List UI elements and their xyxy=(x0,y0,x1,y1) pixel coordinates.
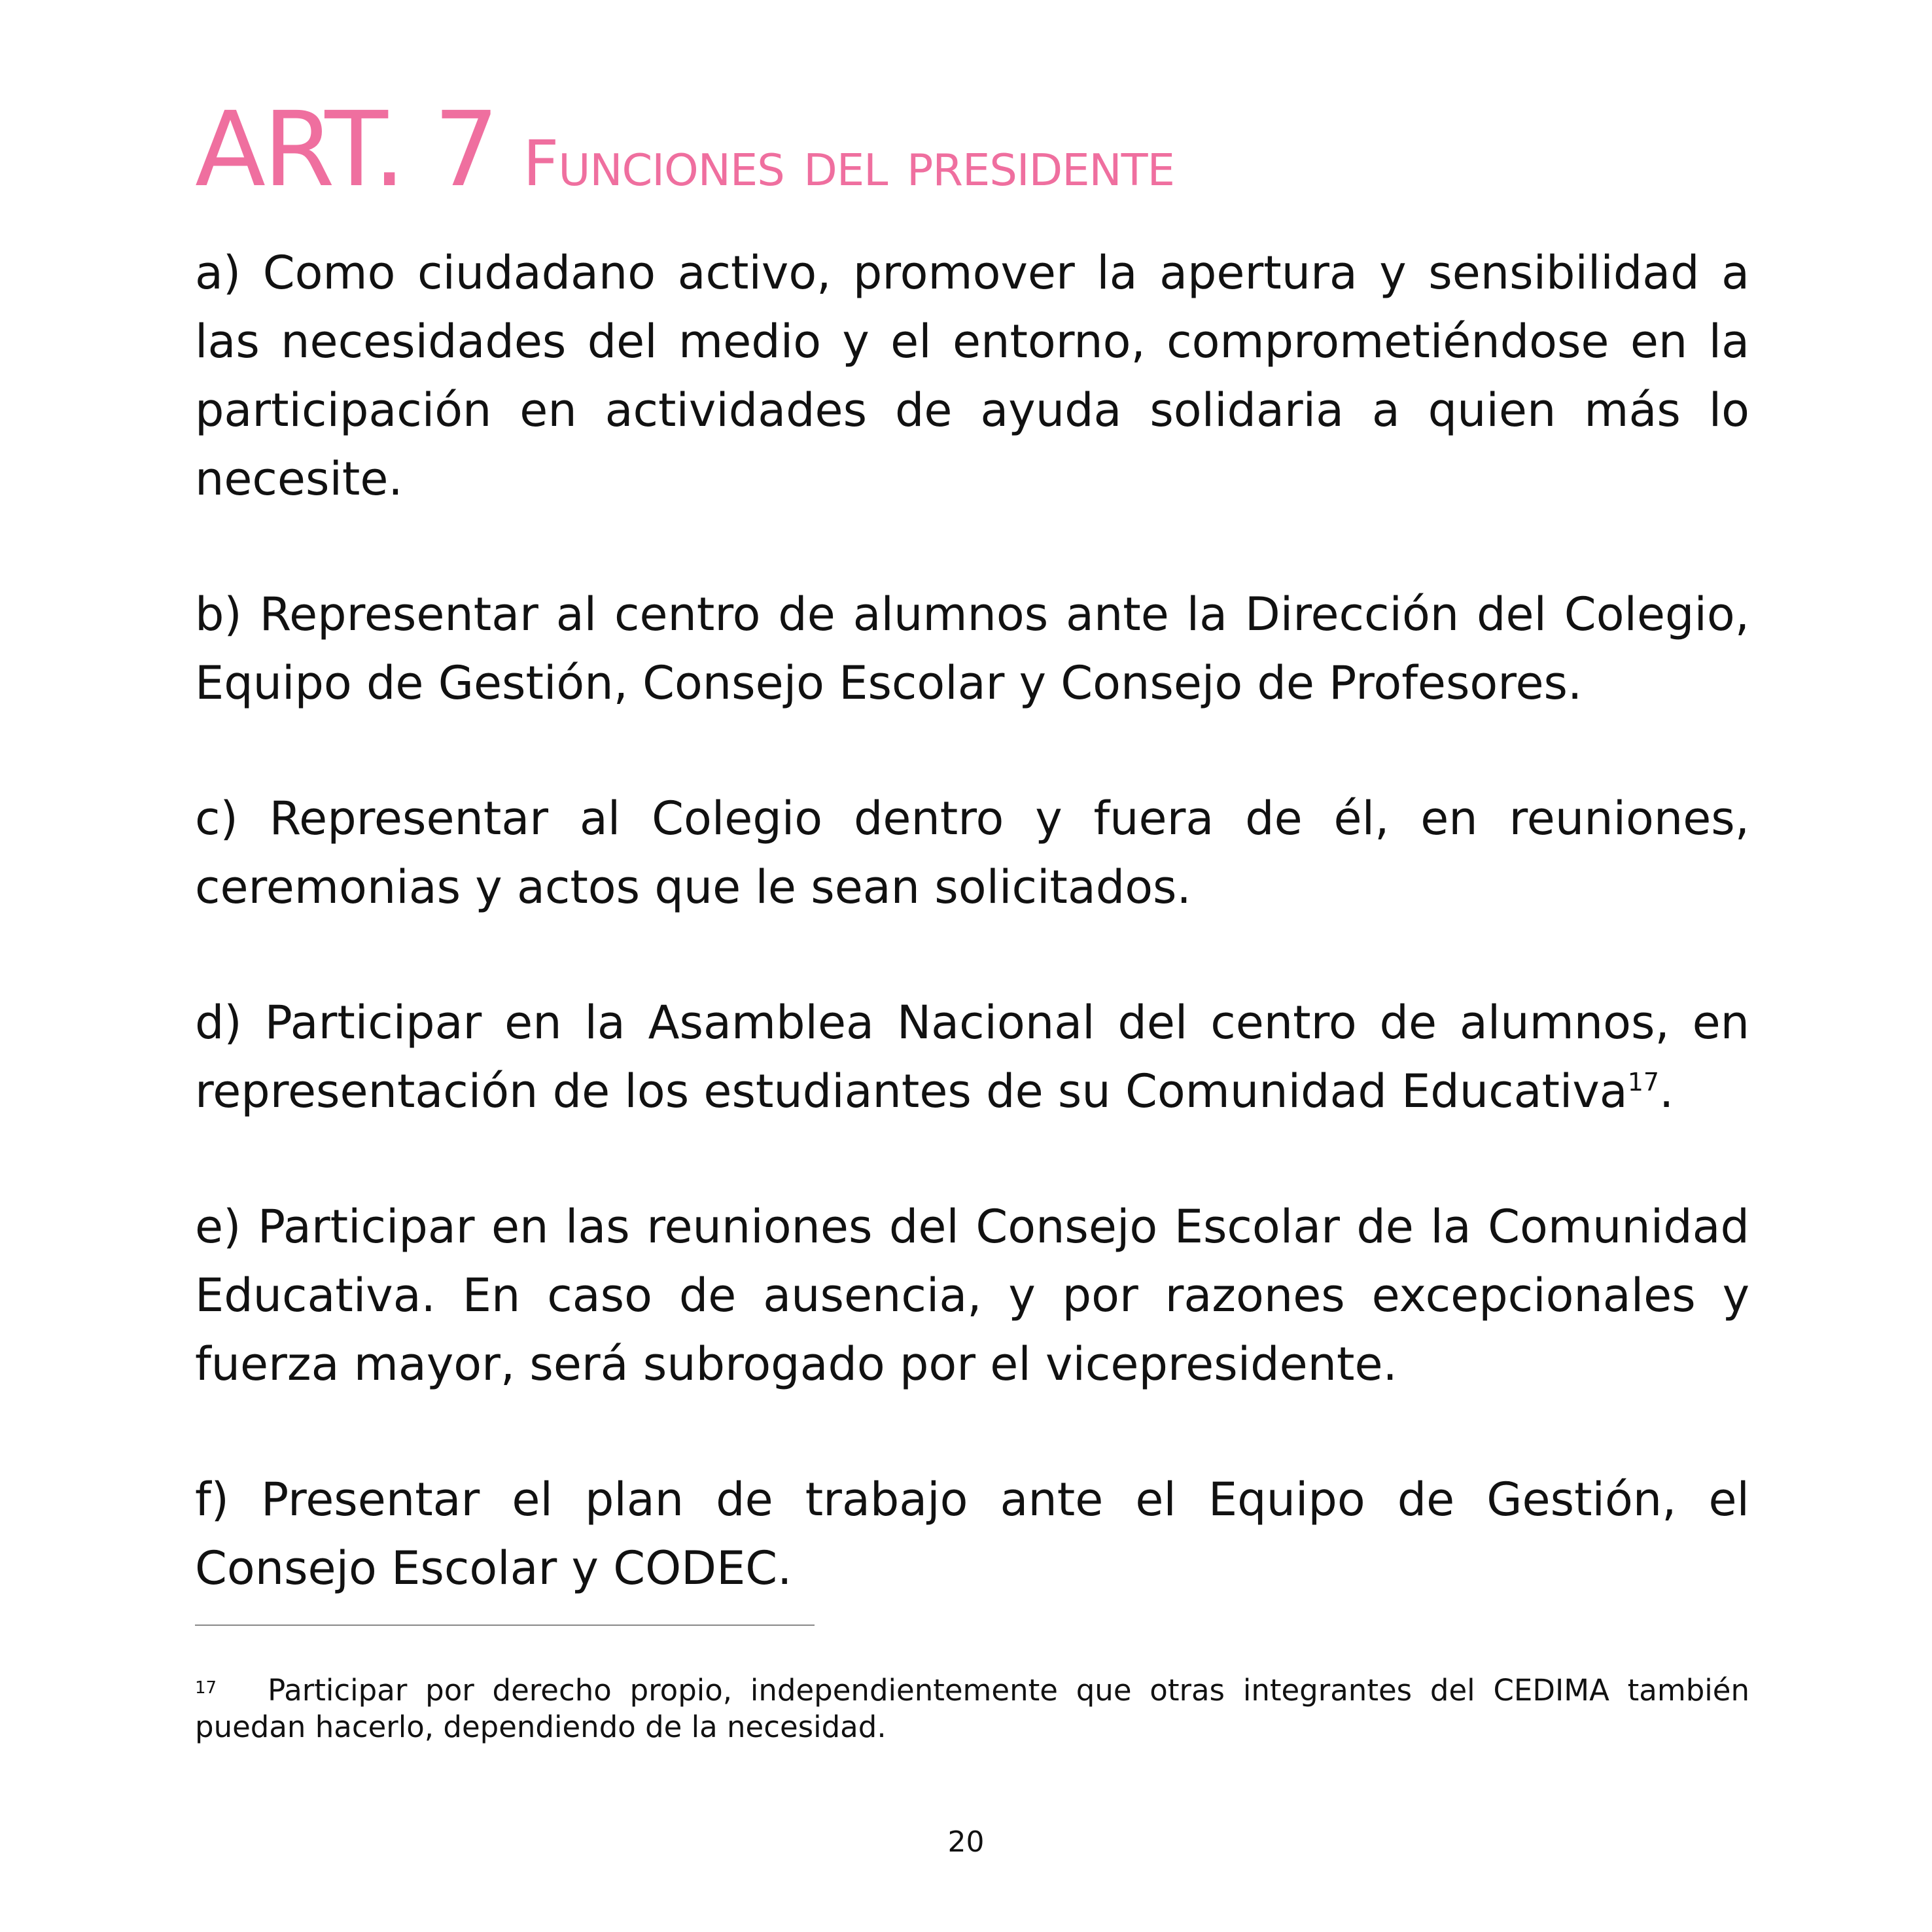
paragraph-f: f) Presentar el plan de trabajo ante el Equipo de Gestión, el Consejo Escolar y CODEC. xyxy=(195,1473,1749,1595)
article-heading: Funciones del presidente xyxy=(523,127,1174,200)
paragraph-d xyxy=(195,989,1749,1126)
footnote-divider xyxy=(195,1625,815,1626)
paragraph-b: b) Representar al centro de alumnos ante la Dirección del Colegio, Equipo de Gestión, Consejo Escolar y Consejo de Profesores. xyxy=(195,588,1749,710)
article-title xyxy=(195,90,1174,210)
paragraph-d-text: d) Participar en la Asamblea Nacional del centro de alumnos, en representación de los estudiantes de su Comunidad Educativa xyxy=(195,996,1749,1118)
article-number: ART. 7 xyxy=(195,90,497,210)
footnote xyxy=(195,1672,1749,1746)
paragraph-d-end: . xyxy=(1659,1064,1674,1118)
footnote-text: Participar por derecho propio, independientemente que otras integrantes del CEDIMA también puedan hacerlo, dependiendo de la necesidad. xyxy=(195,1673,1749,1744)
footnote-number: 17 xyxy=(195,1678,217,1698)
article-body xyxy=(195,239,1749,1670)
footnote-reference[interactable]: 17 xyxy=(1627,1068,1660,1097)
paragraph-c: c) Representar al Colegio dentro y fuera de él, en reuniones, ceremonias y actos que le sean solicitados. xyxy=(195,792,1749,914)
paragraph-a: a) Como ciudadano activo, promover la apertura y sensibilidad a las necesidades del medio y el entorno, comprometiéndose en la participación en actividades de ayuda solidaria a quien más lo necesite. xyxy=(195,246,1749,506)
paragraph-e: e) Participar en las reuniones del Consejo Escolar de la Comunidad Educativa. En caso de ausencia, y por razones excepcionales y fuerza mayor, será subrogado por el vicepresidente. xyxy=(195,1200,1749,1391)
page-number: 20 xyxy=(947,1825,985,1859)
